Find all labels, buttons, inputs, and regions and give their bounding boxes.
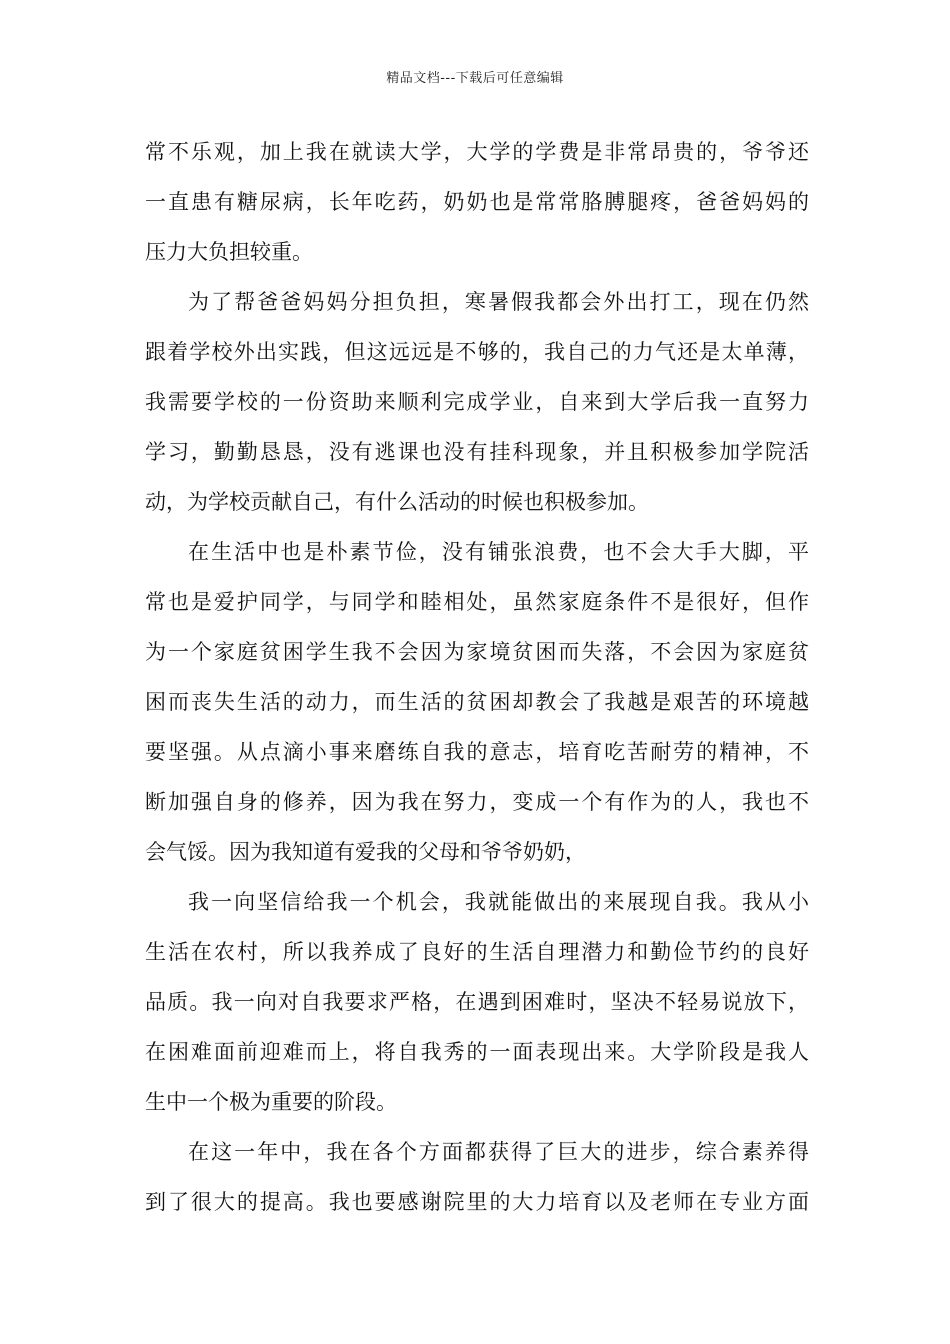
- text-line: 品质。我一向对自我要求严格，在遇到困难时，坚决不轻易说放下，: [145, 990, 809, 1014]
- paragraph: [145, 284, 809, 534]
- paragraph: [145, 534, 809, 884]
- text-line: 为一个家庭贫困学生我不会因为家境贫困而失落，不会因为家庭贫: [145, 640, 809, 664]
- text-line: 要坚强。从点滴小事来磨练自我的意志，培育吃苦耐劳的精神，不: [145, 740, 809, 764]
- text-line: 跟着学校外出实践，但这远远是不够的，我自己的力气还是太单薄，: [145, 340, 809, 364]
- text-line: 一直患有糖尿病，长年吃药，奶奶也是常常胳膊腿疼，爸爸妈妈的: [145, 190, 809, 214]
- text-line: 生中一个极为重要的阶段。: [145, 1090, 397, 1114]
- text-line: 为了帮爸爸妈妈分担负担，寒暑假我都会外出打工，现在仍然: [188, 290, 809, 314]
- text-line: 生活在农村，所以我养成了良好的生活自理潜力和勤俭节约的良好: [145, 940, 809, 964]
- text-line: 会气馁。因为我知道有爱我的父母和爷爷奶奶，: [145, 840, 586, 864]
- text-line: 压力大负担较重。: [145, 240, 313, 264]
- text-line: 在这一年中，我在各个方面都获得了巨大的进步，综合素养得: [188, 1140, 809, 1164]
- text-line: 常也是爱护同学，与同学和睦相处，虽然家庭条件不是很好，但作: [145, 590, 809, 614]
- paragraph: [145, 1134, 809, 1234]
- paragraph: [145, 134, 809, 284]
- document-body: [145, 134, 809, 1234]
- text-line: 在生活中也是朴素节俭，没有铺张浪费，也不会大手大脚，平: [188, 540, 809, 564]
- text-line: 在困难面前迎难而上，将自我秀的一面表现出来。大学阶段是我人: [145, 1040, 809, 1064]
- text-line: 常不乐观，加上我在就读大学，大学的学费是非常昂贵的，爷爷还: [145, 140, 809, 164]
- text-line: 学习，勤勤恳恳，没有逃课也没有挂科现象，并且积极参加学院活: [145, 440, 809, 464]
- text-line: 困而丧失生活的动力，而生活的贫困却教会了我越是艰苦的环境越: [145, 690, 809, 714]
- text-line: 我需要学校的一份资助来顺利完成学业，自来到大学后我一直努力: [145, 390, 809, 414]
- text-line: 动，为学校贡献自己，有什么活动的时候也积极参加。: [145, 490, 649, 514]
- page-header: 精品文档---下载后可任意编辑: [386, 71, 564, 86]
- text-line: 我一向坚信给我一个机会，我就能做出的来展现自我。我从小: [188, 890, 809, 914]
- text-line: 断加强自身的修养，因为我在努力，变成一个有作为的人，我也不: [145, 790, 809, 814]
- text-line: 到了很大的提高。我也要感谢院里的大力培育以及老师在专业方面: [145, 1190, 809, 1214]
- paragraph: [145, 884, 809, 1134]
